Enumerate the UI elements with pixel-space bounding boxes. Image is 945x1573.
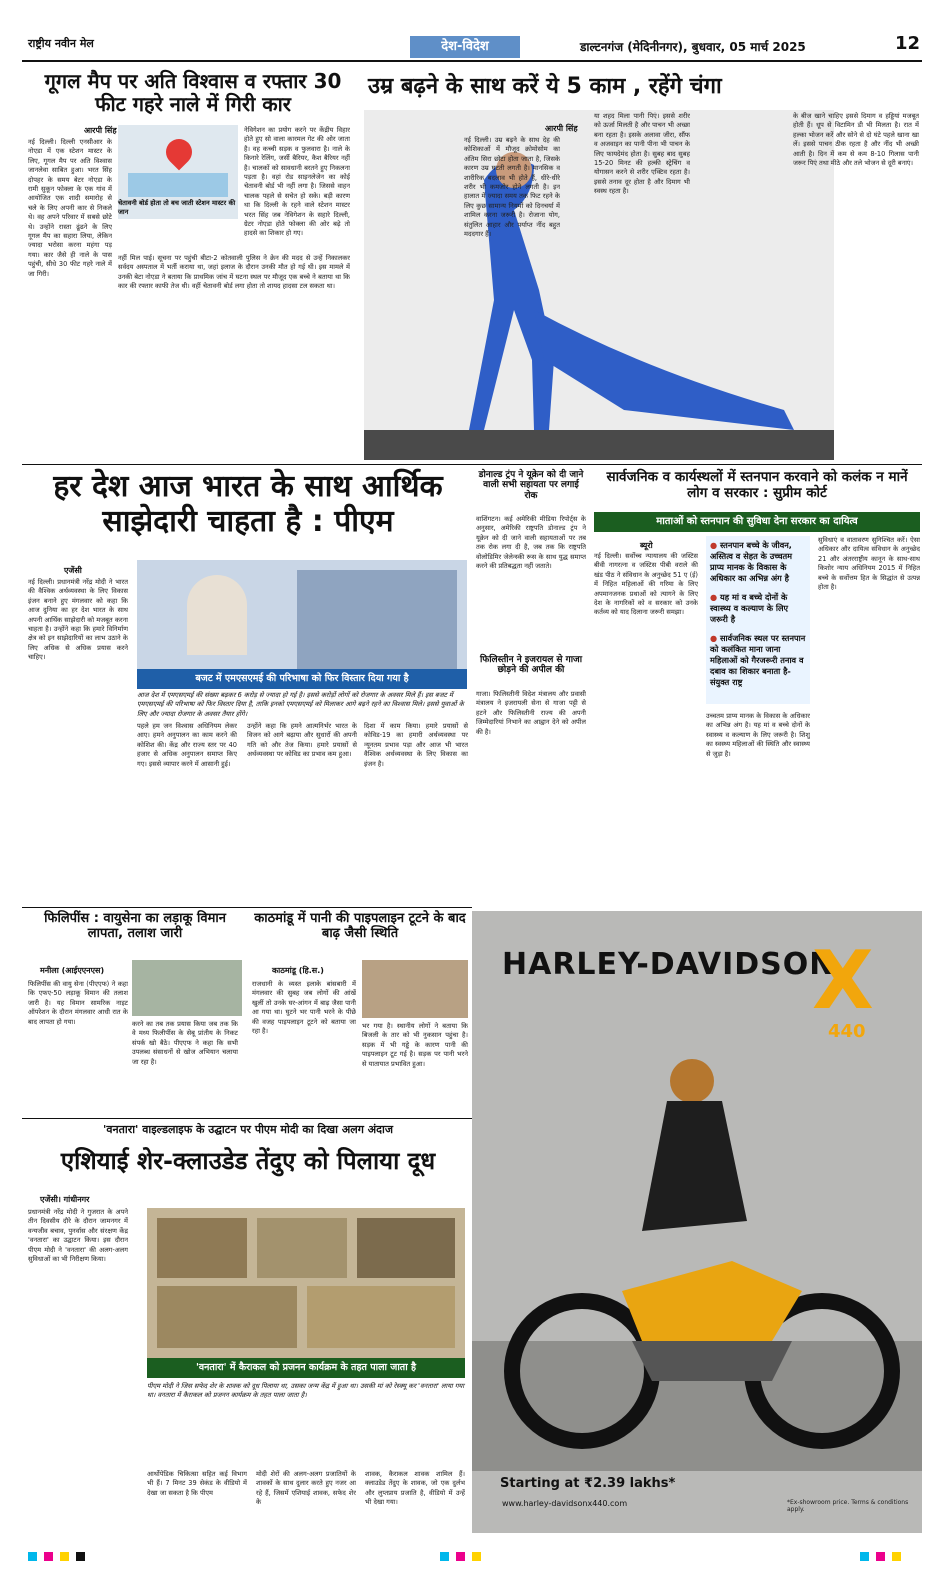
pm-lead: आज देश में एमएसएमई की संख्या बढ़कर 6 करोड़ से ज्यादा हो गई है। इससे करोड़ों लोगों को रोजगार के अवसर मिले हैं। इस बजट में एमएसएमई की परिभाषा को फिर विस्तार दिया है, ताकि इनको एमएसएमई को मिलाकर आगे बढ़ने रहने का विश्वास मिले। इससे युवाओं के लिए और ज्यादा रोजगार के अवसर तैयार होंगे। bbox=[137, 691, 464, 718]
sc-col-3: सुविधाएं व वातावरण सुनिश्चित करें। ऐसा अधिकार और दायित्व संविधान के अनुच्छेद 21 और अंतरराष्ट्रीय कानून के साथ-साथ किशोर न्याय अधिनियम 2015 में निहित बच्चे के सर्वोत्तम हित के सिद्धांत से उत्पन्न होता है। bbox=[818, 536, 920, 592]
gaza-body: गाजा। फिलिस्तीनी विदेश मंत्रालय और प्रवासी मंत्रालय ने इजरायली सेना से गाजा पट्टी से हटने और फिलिस्तीनी राज्य की अपनी जिम्मेदारियां निभाने का आह्वान देने को अपील की है। bbox=[476, 690, 586, 736]
vantara-headline: एशियाई शेर-क्लाउडेड तेंदुए को पिलाया दूध bbox=[60, 1147, 436, 1175]
registration-mark bbox=[860, 1552, 869, 1561]
philippines-col-2: करने का तब तक प्रयास किया जब तक कि वे मध्य फिलीपींस के सेबू प्रांतीय के निकट संपर्क खो बैठे। पीएएफ ने कहा कि सभी उपलब्ध संसाधनों से खोज अभियान चलाया जा रहा है। bbox=[132, 1020, 238, 1066]
health-col-1: नई दिल्ली। उम्र बढ़ने के साथ देह की कोशिकाओं में मौजूद क्रोमोसोम का अंतिम सिरा छोटा होता जाता है, जिसके कारण उम्र घटती लगती है। मानसिक व शारीरिक बदलाव भी होते हैं, धीरे-धीरे शरीर भी कमजोर होने लगती है। इन हालात में ज्यादा समय तक फिट रहने के लिए कुछ सामान्य नियमों को दिनचर्या में शामिल करना जरूरी है। रोजाना योग, संतुलित आहार और पर्याप्त नींद बहुत मददगार हैं। bbox=[464, 136, 560, 239]
collage-tile bbox=[157, 1286, 297, 1348]
registration-mark bbox=[44, 1552, 53, 1561]
collage-tile bbox=[307, 1286, 455, 1348]
philippines-byline: मनीला (आईएएनएस) bbox=[40, 966, 105, 975]
registration-mark bbox=[76, 1552, 85, 1561]
pm-photo-caption: बजट में एमएसएमई की परिभाषा को फिर विस्तार दिया गया है bbox=[137, 669, 467, 689]
registration-mark bbox=[60, 1552, 69, 1561]
sc-bullet-1: ● स्तनपान बच्चे के जीवन, अस्तित्व व सेहत के उच्चतम प्राप्य मानक के विकास के अधिकार का अभिन्न अंग है bbox=[710, 540, 806, 584]
registration-mark bbox=[28, 1552, 37, 1561]
registration-mark bbox=[456, 1552, 465, 1561]
google-headline: गूगल मैप पर अति विश्वास व रफ्तार 30 फीट गहरे नाले में गिरी कार bbox=[44, 69, 342, 116]
collage-tile bbox=[157, 1218, 247, 1278]
flood-photo bbox=[362, 960, 468, 1018]
map-icon bbox=[128, 173, 228, 197]
pm-headline: हर देश आज भारत के साथ आर्थिक साझेदारी चाहता है : पीएम bbox=[53, 469, 443, 539]
philippines-headline: फिलिपींस : वायुसेना का लड़ाकू विमान लापता, तलाश जारी bbox=[44, 911, 226, 941]
registration-mark bbox=[472, 1552, 481, 1561]
registration-mark bbox=[876, 1552, 885, 1561]
collage-tile bbox=[257, 1218, 347, 1278]
paper-name: राष्ट्रीय नवीन मेल bbox=[28, 37, 94, 50]
sc-headline: सार्वजनिक व कार्यस्थलों में स्तनपान करवाने को कलंक न मानें लोग व सरकार : सुप्रीम कोर्ट bbox=[606, 469, 908, 501]
masthead bbox=[0, 0, 945, 68]
health-col-2: या शहद मिला पानी पिएं। इससे शरीर को ऊर्जा मिलती है और पाचन भी अच्छा बना रहता है। इसके अलावा जीरा, सौंफ व अजवाइन का पानी पीना भी पाचन के लिए फायदेमंद होता है। सुबह बाद सुबह 15-20 मिनट की हल्की स्ट्रेचिंग व योगासन करने से शरीर एक्टिव रहता है। इससे तनाव दूर होता है और दिमाग भी स्वस्थ रहता है। bbox=[594, 112, 690, 196]
trump-body: वाशिंगटन। कई अमेरिकी मीडिया रिपोर्ट्स के अनुसार, अमेरिकी राष्ट्रपति डोनाल्ड ट्रंप ने यूक्रेन को दी जाने वाली सहायताओं पर तब तक रोक लगा दी है, जब तक कि राष्ट्रपति वोलोडिमिर जेलेन्स्की रूस के साथ युद्ध समाप्त करने की प्रतिबद्धता नहीं जताते। bbox=[476, 515, 586, 571]
section-divider-1 bbox=[22, 464, 922, 465]
ad-disclaimer: *Ex-showroom price. Terms & conditions apply. bbox=[787, 1499, 909, 1513]
registration-mark bbox=[892, 1552, 901, 1561]
masthead-rule bbox=[22, 60, 922, 62]
vantara-col-1: प्रधानमंत्री नरेंद्र मोदी ने गुजरात के अपने तीन दिवसीय दौरे के दौरान जामनगर में वन्यजीव बचाव, पुनर्वास और संरक्षण केंद्र 'वनतारा' का उद्घाटन किया। इस दौरान पीएम मोदी ने 'वनतारा' की अलग-अलग सुविधाओं का भी निरीक्षण किया। bbox=[28, 1208, 128, 1264]
sc-bullet-2: ● यह मां व बच्चे दोनों के स्वास्थ्य व कल्याण के लिए जरूरी है bbox=[710, 592, 806, 625]
gaza-headline: फिलिस्तीन ने इजरायल से गाजा छोड़ने की अपील की bbox=[479, 655, 583, 676]
vantara-col-2: आर्थोपेडिक चिकित्सा सहित कई विभाग भी हैं। 7 मिनट 39 सेकंड के वीडियो में देखा जा सकता है कि पीएम bbox=[147, 1470, 247, 1497]
ad-model-mark: X bbox=[812, 934, 874, 1027]
kathmandu-col-1: राजधानी के व्यस्त इलाके बांसबारी में मंगलवार की सुबह जब लोगों की आंखें खुलीं तो उनके घर-आंगन में बाढ़ जैसा पानी आ गया था। घुटने भर पानी भरने के पीछे की वजह पाइपलाइन टूटने को बताया जा रहा है। bbox=[252, 980, 356, 1036]
video-grid bbox=[297, 570, 457, 670]
section-divider-3 bbox=[22, 1118, 472, 1119]
section-divider-2 bbox=[22, 907, 472, 908]
page-number: 12 bbox=[895, 33, 921, 54]
kathmandu-col-2: भर गया है। स्थानीय लोगों ने बताया कि बिजली के तार को भी नुकसान पहुंचा है। सड़क में भी गड्ढे के कारण पानी की पाइपलाइन टूट गई है। सड़क पर पानी भरने से यातायात प्रभावित हुआ। bbox=[362, 1022, 468, 1068]
vantara-photo-caption: 'वनतारा' में कैराकल को प्रजनन कार्यक्रम के तहत पाला जाता है bbox=[147, 1358, 465, 1378]
pm-byline: एजेंसी bbox=[64, 566, 82, 575]
registration-mark bbox=[440, 1552, 449, 1561]
sc-col-1: नई दिल्ली। सर्वोच्च न्यायालय की जस्टिस बीवी नागरत्ना व जस्टिस पीबी वराले की खंड पीठ ने संविधान के अनुच्छेद 51 ए (ई) में निहित महिलाओं की गरिमा के लिए अपमानजनक प्रथाओं को त्यागने के लिए देश के नागरिकों को व सरकार को उनके कर्तव्य को याद दिलाना जरूरी समझा। bbox=[594, 552, 698, 617]
sc-highlights bbox=[706, 536, 810, 704]
vantara-byline: एजेंसी। गांधीनगर bbox=[40, 1195, 90, 1204]
jet-photo bbox=[132, 960, 242, 1016]
vantara-lead: पीएम मोदी ने जिस सफेद शेर के शावक को दूध पिलाया था, उसका जन्म केंद्र में हुआ था। उसकी मां को रेस्क्यू कर 'वनतारा' लाया गया था। वनतारा में कैराकल को प्रजनन कार्यक्रम के तहत पाला जाता है। bbox=[147, 1382, 465, 1400]
map-pin-icon bbox=[161, 134, 198, 171]
pm-portrait bbox=[187, 575, 247, 655]
ad-model-number: 440 bbox=[828, 1021, 866, 1042]
trump-headline: डोनाल्ड ट्रंप ने यूक्रेन को दी जाने वाली सभी सहायता पर लगाई रोक bbox=[478, 470, 584, 501]
google-byline: आरपी सिंह bbox=[84, 126, 117, 135]
ad-brand: HARLEY-DAVIDSON bbox=[502, 947, 836, 982]
kathmandu-byline: काठमांडू (हि.स.) bbox=[272, 966, 324, 975]
ad-price: Starting at ₹2.39 lakhs* bbox=[500, 1476, 676, 1491]
vantara-photo-collage bbox=[147, 1208, 465, 1358]
vantara-kicker: 'वनतारा' वाइल्डलाइफ के उद्घाटन पर पीएम मोदी का दिखा अलग अंदाज bbox=[102, 1123, 393, 1136]
section-tag: देश-विदेश bbox=[410, 36, 520, 58]
pm-col-2: पहले हम जन विश्वास अधिनियम लेकर आए। हमने अनुपालन का काम करने की कोशिश की। केंद्र और राज्य स्तर पर 40 हजार से अधिक अनुपालन समाप्त किए गए। इससे व्यापार करने में आसानी हुई। bbox=[137, 722, 237, 768]
collage-tile bbox=[357, 1218, 455, 1278]
sc-col-2: उच्चतम प्राप्य मानक के विकास के अधिकार का अभिन्न अंग है। यह मां व बच्चे दोनों के स्वास्थ्य व कल्याण के लिए जरूरी है। शिशु का स्वस्थ्य महिलाओं की स्थिति और स्वास्थ्य से जुड़ा है। bbox=[706, 712, 810, 758]
health-col-3: के बीज खाने चाहिए इससे दिमाग व हड्डियां मजबूत होती हैं। धूप से विटामिन डी भी मिलता है। रात में हल्का भोजन करें और सोने से दो घंटे पहले खाना खा लें। इससे पाचन ठीक रहता है और नींद भी अच्छी आती है। दिन में कम से कम 8-10 गिलास पानी जरूर पिएं तथा मीठे और तले भोजन से दूरी बनाएं। bbox=[793, 112, 919, 168]
pm-col-1: नई दिल्ली। प्रधानमंत्री नरेंद्र मोदी ने भारत की वैश्विक अर्थव्यवस्था के लिए विकास इंजन बनाने हुए मंगलवार को कहा कि आज दुनिया का हर देश भारत के साथ अपनी आर्थिक साझेदारी को मजबूत करना चाहता है। उन्होंने कहा कि हमारे विनिर्माण क्षेत्र को इन साझेदारियों का लाभ उठाने के लिए अधिक से अधिक प्रयास करने चाहिए। bbox=[28, 578, 128, 662]
sc-byline: ब्यूरो bbox=[640, 541, 653, 550]
vantara-col-3: मोदी शेरों की अलग-अलग प्रजातियों के शावकों के साथ दुलार करते हुए नजर आ रहे हैं, जिसमें एशियाई शावक, सफेद शेर के bbox=[256, 1470, 356, 1507]
google-col-2: नेविगेशन का प्रयोग करने पर केंद्रीय विहार होते हुए सो वाला कारमल गेट की ओर जाता है। वह कच्ची सड़क व फुलवारा है। नाले के किनारे रेलिंग, जर्सी बैरियर, कैश बैरियर नहीं है। चालकों को सावधानी बरतने हुए निकलना पड़ता है। वहां रोड साइनलेजेन का कोई चेतावनी बोर्ड भी नहीं लगा है। जिससे वाहन चालक पहले से सचेत हो सके। बड़ी कारण था कि दिल्ली के रहने वाले स्टेशन मास्टर भरत सिंह जब नेविगेशन के सहारे दिल्ली, ग्रेटर नोएडा होते फोक्ला की ओर बढ़े तो हादसे का शिकार हो गए। bbox=[244, 126, 350, 238]
pm-col-4: दिशा में काम किया। हमारे प्रयासों से कोविड-19 का हमारी अर्थव्यवस्था पर न्यूनतम प्रभाव पड़ा और आज भी भारत वैश्विक अर्थव्यवस्था के लिए विकास का इंजन है। bbox=[364, 722, 468, 768]
health-headline: उम्र बढ़ने के साथ करें ये 5 काम , रहेंगे चंगा bbox=[368, 74, 722, 99]
ad-website-link[interactable]: www.harley-davidsonx440.com bbox=[502, 1499, 628, 1508]
sc-bullet-3: ● सार्वजनिक स्थल पर स्तनपान को कलंकित माना जाना महिलाओं को गैरजरूरी तनाव व दबाव का शिकार बनाता है- संयुक्त राष्ट्र bbox=[710, 633, 806, 688]
google-graphic-caption: चेतावनी बोर्ड होता तो बच जाती स्टेशन मास्टर की जान bbox=[118, 199, 236, 216]
harley-advertisement[interactable] bbox=[472, 911, 922, 1533]
kathmandu-headline: काठमांडू में पानी की पाइपलाइन टूटने के बाद बाढ़ जैसी स्थिति bbox=[254, 911, 466, 941]
vantara-col-4: शावक, कैराकल शावक शामिल हैं। क्लाउडेड तेंदुए के शावक, जो एक दुर्लभ और लुप्तप्राय प्रजाति है, वीडियो में उन्हें भी देखा गया। bbox=[365, 1470, 465, 1507]
dateline: डाल्टनगंज (मेदिनीनगर), बुधवार, 05 मार्च 2025 bbox=[580, 40, 806, 54]
pm-col-3: उन्होंने कहा कि हमने आत्मनिर्भर भारत के विजन को आगे बढ़ाया और सुधारों की अपनी गति को और तेज किया। हमारे प्रयासों से अर्थव्यवस्था पर कोविड का प्रभाव कम हुआ। bbox=[247, 722, 357, 759]
motorcycle-rider-illustration bbox=[472, 1041, 922, 1471]
google-col-1: नई दिल्ली। दिल्ली एनसीआर के नोएडा में एक स्टेशन मास्टर के लिए, गूगल मैप पर अति विश्वास जानलेवा साबित हुआ। भरत सिंह दोपहर के समय बेटर नोएडा के रामी सुकून फोक्ला के एक गांव में आयोजित एक शादी समारोह से चले के लिए अपनी कार से निकले थे। वह अपने परिवार में सबसे छोटे थे। उन्होंने रास्ता ढूंढने के लिए गूगल मैप का सहारा लिया, लेकिन ज्यादा भरोसा करना महंगा पड़ गया। कार जैसे ही नाले के पास पहुंची, सीधे 30 फीट गहरे नाले में जा गिरी। bbox=[28, 138, 112, 278]
sc-banner: माताओं को स्तनपान की सुविधा देना सरकार का दायित्व bbox=[594, 512, 920, 532]
google-col-3: नहीं मिल पाई। सूचना पर पहुंची बीटा-2 कोतवाली पुलिस ने क्रेन की मदद से उन्हें निकालकर सर्वदय अस्पताल में भर्ती कराया था, जहां इलाज के दौरान उनकी मौत हो गई थी। इस मामले में उनकी बेटा नोएडा ने बताया कि प्राथमिक जांच में घटना स्थल पर मौजूद एक बच्चे ने बताया था कि कार की रफ्तार काफी तेज थी। वहीं चेतावनी बोर्ड लगा होता तो शायद हादसा टल सकता था। bbox=[118, 254, 350, 291]
health-byline: आरपी सिंह bbox=[545, 124, 578, 133]
philippines-col-1: फिलिपींस की वायु सेना (पीएएफ) ने कहा कि एफए-50 लड़ाकू विमान की तलाश जारी है। यह विमान सामरिक नाइट ऑपरेशन के दौरान मंगलवार आधी रात के बाद लापता हो गया। bbox=[28, 980, 128, 1026]
